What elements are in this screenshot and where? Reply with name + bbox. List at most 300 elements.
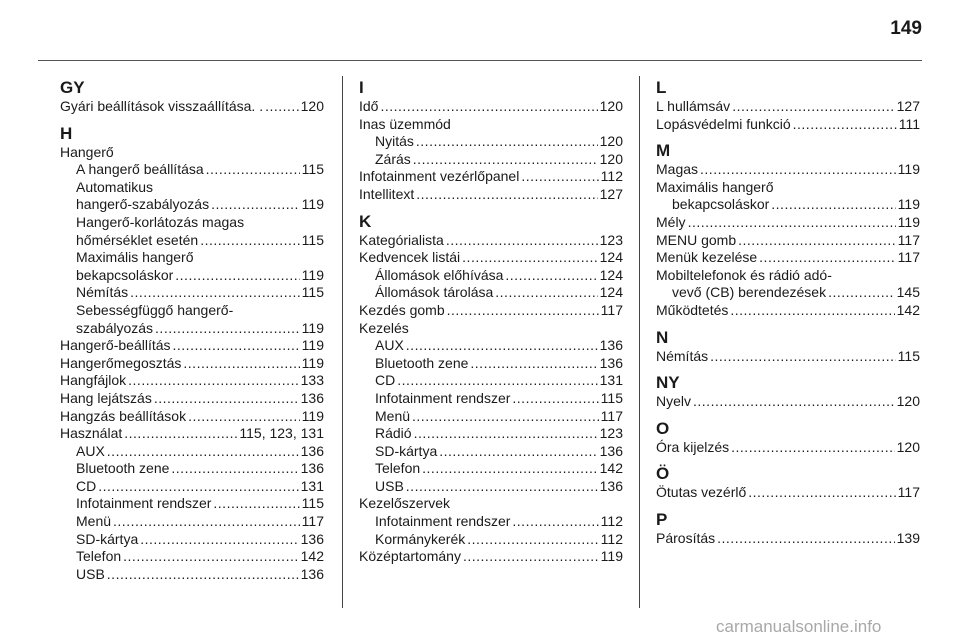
- entry-text: Ötutas vezérlő: [656, 484, 747, 501]
- page-reference: 115: [301, 495, 324, 512]
- index-entry: [60, 531, 324, 549]
- index-entry: [359, 284, 623, 302]
- index-section: [656, 419, 920, 457]
- entry-text: Kezelés: [359, 319, 409, 336]
- page-reference: 136: [599, 442, 623, 459]
- entry-text: Infotainment rendszer: [76, 495, 212, 512]
- entry-line: [375, 443, 623, 461]
- page-reference: 123: [599, 425, 623, 442]
- entry-line: [375, 372, 623, 390]
- entry-line: [60, 355, 324, 373]
- entry-line: [76, 302, 324, 320]
- index-entry: [359, 232, 623, 250]
- page-reference: 120: [599, 133, 623, 150]
- index-entry: [60, 443, 324, 461]
- dot-leader: [521, 168, 598, 186]
- entry-line: [656, 232, 920, 250]
- entry-text: hangerő-szabályozás: [76, 196, 210, 213]
- index-entry: [60, 214, 324, 249]
- page-reference: 119: [301, 337, 324, 354]
- page-reference: 127: [599, 185, 623, 202]
- entry-line: [76, 196, 324, 214]
- dot-leader: [717, 530, 895, 548]
- page-reference: 142: [896, 301, 920, 318]
- entry-line: [375, 133, 623, 151]
- page-reference: 124: [599, 266, 623, 283]
- entry-line: [76, 249, 324, 267]
- page-reference: 136: [300, 389, 324, 406]
- column-divider: [639, 76, 640, 608]
- index-entry: [359, 116, 623, 134]
- dot-leader: [759, 249, 896, 267]
- column-divider: [342, 76, 343, 608]
- dot-leader: [98, 478, 298, 496]
- entry-text: USB: [76, 565, 105, 582]
- page-reference: 119: [301, 196, 324, 213]
- dot-leader: [113, 513, 300, 531]
- entry-line: [76, 495, 324, 513]
- index-entry: [60, 408, 324, 426]
- entry-text: MENU gomb: [656, 231, 737, 248]
- entry-text: Lopásvédelmi funkció: [656, 115, 791, 132]
- entry-text: Menük kezelése: [656, 249, 758, 266]
- index-entry: [359, 267, 623, 285]
- dot-leader: [748, 484, 895, 502]
- entry-text: Rádió: [375, 425, 412, 442]
- section-letter: L: [656, 78, 667, 97]
- index-section: [656, 510, 920, 548]
- entry-line: [656, 98, 920, 116]
- index-section: [60, 124, 324, 584]
- entry-line: [375, 267, 623, 285]
- index-entry: [359, 408, 623, 426]
- page-reference: 133: [300, 372, 324, 389]
- page-reference: 119: [897, 196, 920, 213]
- page-reference: 119: [897, 161, 920, 178]
- page-reference: 136: [300, 460, 324, 477]
- dot-leader: [710, 348, 896, 366]
- index-entry: [60, 495, 324, 513]
- index-entry: [359, 513, 623, 531]
- page-reference: 124: [599, 249, 623, 266]
- dot-leader: [732, 98, 894, 116]
- dot-leader: [413, 151, 598, 169]
- entry-text: Kategórialista: [359, 231, 444, 248]
- index-section: [359, 78, 623, 204]
- dot-leader: [771, 196, 895, 214]
- section-letter: I: [359, 78, 364, 97]
- index-entry: [359, 390, 623, 408]
- page-reference: 115: [600, 389, 623, 406]
- section-letter: O: [656, 418, 670, 438]
- entry-line: [76, 443, 324, 461]
- entry-line: [672, 196, 920, 214]
- entry-text: Intellitext: [359, 185, 415, 202]
- entry-line: [76, 548, 324, 566]
- dot-leader: [793, 116, 897, 134]
- entry-text: bekapcsoláskor: [76, 266, 174, 283]
- entry-text: L hullámsáv: [656, 98, 731, 114]
- entry-line: [60, 408, 324, 426]
- index-section: [656, 328, 920, 366]
- index-entry: [60, 372, 324, 390]
- page-reference: 142: [300, 548, 324, 565]
- dot-leader: [380, 98, 597, 116]
- index-entry: [359, 98, 623, 116]
- page-reference: 120: [599, 150, 623, 167]
- entry-text: SD-kártya: [76, 530, 139, 547]
- entry-line: [60, 337, 324, 355]
- index-column-3: [656, 78, 920, 556]
- entry-text: Némítás: [656, 347, 709, 364]
- index-entry: [656, 393, 920, 411]
- page-reference: 115: [897, 347, 920, 364]
- dot-leader: [495, 284, 597, 302]
- dot-leader: [730, 302, 894, 320]
- entry-text: Inas üzemmód: [359, 115, 451, 132]
- page-reference: 127: [896, 98, 920, 114]
- entry-text: Párosítás: [656, 529, 716, 546]
- dot-leader: [171, 460, 298, 478]
- index-entry: [656, 196, 920, 214]
- entry-line: [656, 484, 920, 502]
- dot-leader: [446, 232, 598, 250]
- page-reference: 120: [300, 98, 324, 114]
- page-reference: 117: [600, 301, 623, 318]
- dot-leader: [416, 186, 597, 204]
- index-entry: [656, 302, 920, 320]
- entry-line: [76, 478, 324, 496]
- page-reference: 136: [300, 442, 324, 459]
- entry-text: Használat: [60, 425, 123, 442]
- entry-text: Maximális hangerő: [76, 249, 194, 266]
- dot-leader: [467, 531, 598, 549]
- entry-text: Némítás: [76, 284, 129, 301]
- entry-text: USB: [375, 477, 404, 494]
- index-entry: [656, 116, 920, 134]
- entry-text: szabályozás: [76, 319, 154, 336]
- section-letter: GY: [60, 78, 85, 97]
- entry-line: [656, 530, 920, 548]
- dot-leader: [107, 443, 299, 461]
- dot-leader: [397, 372, 597, 390]
- page-reference: 117: [600, 407, 623, 424]
- index-entry: [359, 372, 623, 390]
- entry-text: Idő: [359, 98, 379, 114]
- dot-leader: [154, 390, 299, 408]
- index-entry: [359, 151, 623, 169]
- dot-leader: [175, 267, 299, 285]
- entry-line: [375, 478, 623, 496]
- dot-leader: [188, 408, 300, 426]
- index-entry: [60, 566, 324, 584]
- dot-leader: [731, 439, 895, 457]
- page-reference: 120: [896, 438, 920, 455]
- dot-leader: [213, 495, 299, 513]
- entry-text: Állomások előhívása: [375, 266, 504, 283]
- dot-leader: [155, 320, 300, 338]
- page-reference: 119: [897, 213, 920, 230]
- entry-text: Mély: [656, 213, 686, 230]
- entry-line: [76, 179, 324, 197]
- index-entry: [60, 98, 324, 116]
- dot-leader: [206, 161, 300, 179]
- page-reference: 115: [301, 161, 324, 178]
- entry-text: Állomások tárolása: [375, 284, 494, 301]
- entry-line: [375, 151, 623, 169]
- entry-line: [359, 232, 623, 250]
- page-reference: 119: [301, 354, 324, 371]
- index-entry: [60, 478, 324, 496]
- index-entry: [359, 478, 623, 496]
- index-entry: [656, 214, 920, 232]
- dot-leader: [211, 196, 300, 214]
- index-entry: [60, 249, 324, 284]
- page-reference: 119: [301, 407, 324, 424]
- entry-text: AUX: [375, 337, 404, 354]
- page-reference: 136: [300, 565, 324, 582]
- index-entry: [60, 425, 324, 443]
- entry-line: [76, 214, 324, 232]
- entry-text: Menü: [375, 407, 411, 424]
- dot-leader: [414, 425, 598, 443]
- page-reference: 131: [599, 372, 623, 389]
- section-letter: Ö: [656, 464, 670, 484]
- entry-text: Mobiltelefonok és rádió adó-: [656, 266, 832, 283]
- page-reference: 117: [301, 513, 324, 530]
- index-entry: [60, 144, 324, 162]
- entry-line: [375, 390, 623, 408]
- entry-line: [60, 144, 324, 162]
- entry-line: [359, 116, 623, 134]
- dot-leader: [124, 425, 237, 443]
- page-number: 149: [890, 18, 922, 39]
- dot-leader: [447, 302, 599, 320]
- index-entry: [656, 484, 920, 502]
- index-entry: [656, 249, 920, 267]
- index-column-2: [359, 78, 623, 574]
- dot-leader: [828, 284, 895, 302]
- page-reference: 136: [300, 530, 324, 547]
- watermark: carmanualsonline.info: [716, 617, 882, 636]
- entry-line: [656, 161, 920, 179]
- index-entry: [60, 548, 324, 566]
- index-entry: [656, 232, 920, 250]
- entry-text: Kormánykerék: [375, 530, 466, 547]
- page-reference: 142: [599, 460, 623, 477]
- entry-line: [359, 168, 623, 186]
- entry-line: [656, 116, 920, 134]
- header-divider: [38, 60, 922, 61]
- index-entry: [656, 98, 920, 116]
- dot-leader: [439, 443, 597, 461]
- entry-line: [656, 249, 920, 267]
- entry-text: Nyitás: [375, 133, 414, 150]
- index-entry: [359, 168, 623, 186]
- page-reference: 115, 123, 131: [239, 425, 324, 442]
- dot-leader: [107, 566, 299, 584]
- page-reference: 139: [896, 529, 920, 546]
- entry-text: Infotainment vezérlőpanel: [359, 168, 520, 185]
- entry-line: [76, 320, 324, 338]
- page-reference: 115: [301, 284, 324, 301]
- entry-text: Kezdés gomb: [359, 301, 445, 318]
- entry-line: [359, 98, 623, 116]
- index-section: [656, 464, 920, 502]
- entry-line: [375, 531, 623, 549]
- entry-text: Bluetooth zene: [375, 354, 469, 371]
- index-entry: [656, 179, 920, 197]
- entry-text: Sebességfüggő hangerő-: [76, 301, 234, 318]
- index-entry: [359, 425, 623, 443]
- entry-text: Középtartomány: [359, 548, 461, 565]
- section-letter: N: [656, 327, 669, 347]
- page-reference: 136: [599, 354, 623, 371]
- index-entry: [656, 530, 920, 548]
- entry-text: Maximális hangerő: [656, 178, 774, 195]
- index-entry: [359, 531, 623, 549]
- entry-line: [359, 186, 623, 204]
- entry-text: A hangerő beállítása: [76, 161, 204, 178]
- entry-text: Hangerő-korlátozás magas: [76, 213, 245, 230]
- index-entry: [60, 337, 324, 355]
- page-reference: 120: [896, 393, 920, 410]
- dot-leader: [505, 267, 597, 285]
- entry-text: hőmérséklet esetén: [76, 231, 199, 248]
- entry-line: [76, 267, 324, 285]
- entry-text: AUX: [76, 442, 105, 459]
- index-entry: [656, 267, 920, 302]
- entry-line: [656, 214, 920, 232]
- entry-line: [76, 232, 324, 250]
- entry-text: bekapcsoláskor: [672, 196, 770, 213]
- dot-leader: [422, 460, 597, 478]
- index-section: [656, 373, 920, 411]
- entry-line: [359, 249, 623, 267]
- page-reference: 131: [300, 477, 324, 494]
- page-reference: 119: [301, 319, 324, 336]
- entry-text: Zárás: [375, 150, 411, 167]
- index-entry: [359, 443, 623, 461]
- entry-text: Infotainment rendszer: [375, 389, 511, 406]
- entry-text: Telefon: [76, 548, 122, 565]
- entry-text: Menü: [76, 513, 112, 530]
- dot-leader: [140, 531, 298, 549]
- dot-leader: [173, 337, 300, 355]
- entry-text: Hangerő-beállítás: [60, 337, 171, 354]
- index-entry: [60, 390, 324, 408]
- index-entry: [60, 513, 324, 531]
- dot-leader: [130, 284, 300, 302]
- entry-line: [359, 495, 623, 513]
- dot-leader: [412, 408, 599, 426]
- dot-leader: [200, 232, 299, 250]
- entry-line: [60, 372, 324, 390]
- entry-line: [656, 302, 920, 320]
- entry-line: [656, 267, 920, 285]
- entry-text: SD-kártya: [375, 442, 438, 459]
- index-column-1: [60, 78, 324, 591]
- dot-leader: [183, 355, 299, 373]
- index-entry: [359, 133, 623, 151]
- index-entry: [359, 548, 623, 566]
- index-entry: [359, 460, 623, 478]
- entry-text: Hangfájlok: [60, 372, 127, 389]
- entry-line: [60, 98, 324, 116]
- dot-leader: [693, 393, 895, 411]
- entry-text: Hangerő: [60, 143, 114, 160]
- entry-line: [656, 179, 920, 197]
- dot-leader: [463, 548, 599, 566]
- entry-line: [60, 425, 324, 443]
- index-entry: [656, 161, 920, 179]
- section-letter: P: [656, 509, 668, 529]
- index-entry: [359, 355, 623, 373]
- section-letter: M: [656, 141, 671, 161]
- entry-text: Működtetés: [656, 301, 729, 318]
- entry-line: [76, 161, 324, 179]
- page-reference: 115: [301, 231, 324, 248]
- entry-line: [76, 460, 324, 478]
- entry-line: [359, 320, 623, 338]
- entry-text: Nyelv: [656, 393, 692, 410]
- page-reference: 117: [897, 484, 920, 501]
- entry-line: [375, 460, 623, 478]
- index-section: [656, 141, 920, 319]
- entry-text: Óra kijelzés: [656, 438, 730, 455]
- index-entry: [60, 284, 324, 302]
- entry-line: [76, 513, 324, 531]
- entry-text: Telefon: [375, 460, 421, 477]
- page-reference: 119: [301, 266, 324, 283]
- dot-leader: [406, 337, 598, 355]
- entry-line: [60, 390, 324, 408]
- dot-leader: [406, 478, 598, 496]
- index-entry: [656, 439, 920, 457]
- page-reference: 136: [599, 477, 623, 494]
- entry-text: CD: [76, 477, 97, 494]
- entry-line: [76, 531, 324, 549]
- entry-text: Automatikus: [76, 178, 154, 195]
- page-reference: 123: [599, 231, 623, 248]
- entry-line: [76, 566, 324, 584]
- entry-line: [76, 284, 324, 302]
- index-entry: [359, 320, 623, 338]
- dot-leader: [738, 232, 896, 250]
- dot-leader: [128, 372, 298, 390]
- dot-leader: [462, 249, 597, 267]
- dot-leader: [512, 513, 598, 531]
- entry-text: Bluetooth zene: [76, 460, 170, 477]
- index-entry: [60, 355, 324, 373]
- dot-leader: [265, 98, 299, 116]
- index-entry: [60, 460, 324, 478]
- section-letter: H: [60, 123, 73, 143]
- page-reference: 136: [599, 337, 623, 354]
- dot-leader: [700, 161, 896, 179]
- dot-leader: [470, 355, 597, 373]
- section-letter: NY: [656, 373, 680, 393]
- dot-leader: [688, 214, 896, 232]
- index-entry: [359, 337, 623, 355]
- entry-line: [656, 439, 920, 457]
- index-entry: [359, 249, 623, 267]
- page-reference: 119: [600, 548, 623, 565]
- page-reference: 124: [599, 284, 623, 301]
- entry-line: [375, 513, 623, 531]
- entry-text: vevő (CB) berendezések: [672, 284, 827, 301]
- dot-leader: [416, 133, 598, 151]
